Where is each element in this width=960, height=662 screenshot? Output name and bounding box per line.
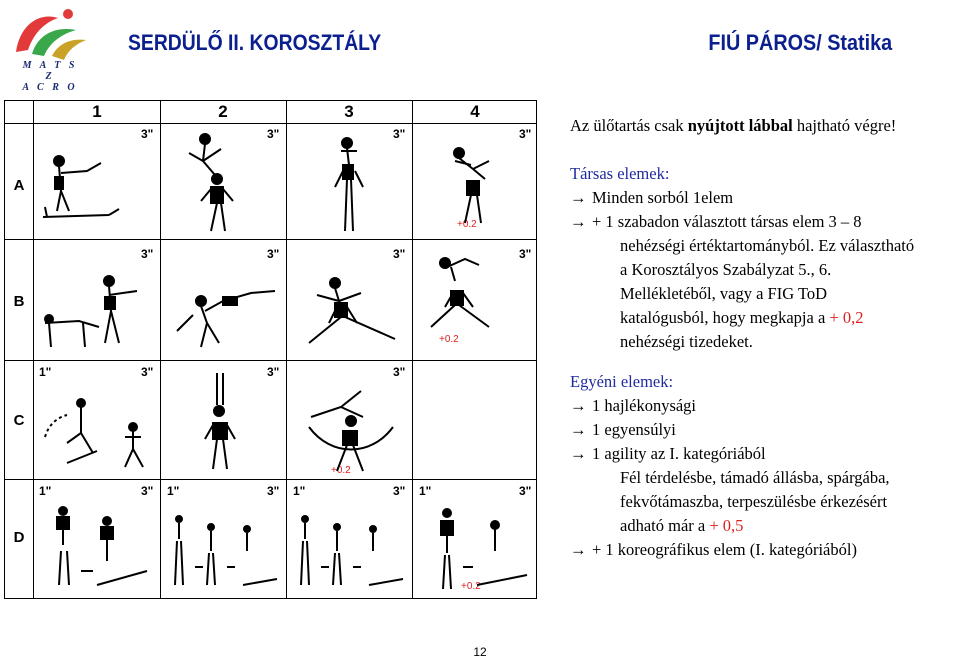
figure-d1 — [37, 501, 157, 593]
individual-item: → + 1 koreográfikus elem (I. kategóriából) — [570, 538, 857, 562]
individual-text: Fél térdelésbe, támadó állásba, spárgába, — [620, 468, 890, 487]
time-label: 1" — [39, 365, 52, 379]
individual-item: → 1 egyensúlyi — [570, 418, 676, 442]
table-divider — [5, 479, 536, 480]
arrow-icon: → — [570, 540, 587, 559]
bonus-label: +0.2 — [457, 219, 477, 230]
table-divider — [286, 101, 287, 598]
column-header: 4 — [470, 102, 480, 121]
figure-b1 — [39, 271, 149, 355]
time-label: 3" — [267, 247, 280, 261]
table-divider — [5, 123, 536, 124]
figure-d3 — [291, 511, 409, 591]
row-label: B — [13, 293, 25, 310]
age-category-title: SERDÜLŐ II. KOROSZTÁLY — [128, 30, 382, 55]
bonus-label: +0.2 — [439, 334, 459, 345]
time-label: 3" — [141, 365, 154, 379]
table-divider — [5, 239, 536, 240]
figure-a2 — [165, 131, 275, 235]
table-divider — [160, 101, 161, 598]
row-label: D — [13, 529, 25, 546]
figure-a1 — [39, 151, 149, 235]
figure-c1 — [37, 383, 157, 473]
event-title: FIÚ PÁROS/ Statika — [708, 30, 892, 55]
row-label: C — [13, 412, 25, 429]
figure-d4 — [417, 505, 535, 593]
individual-item: → 1 hajlékonysági — [570, 394, 696, 418]
time-label: 3" — [393, 127, 406, 141]
time-label: 3" — [393, 247, 406, 261]
time-label: 3" — [267, 127, 280, 141]
figure-b2 — [167, 271, 279, 355]
individual-text: fekvőtámaszba, terpeszülésbe érkezésért — [620, 492, 888, 511]
figure-b4 — [425, 251, 529, 335]
partner-item: → + 1 szabadon választott társas elem 3 – 8 — [570, 210, 862, 234]
time-label: 3" — [141, 484, 154, 498]
figure-c2 — [195, 369, 245, 475]
table-divider — [5, 360, 536, 361]
note-line: Az ülőtartás csak nyújtott lábbal hajtható végre! — [570, 116, 897, 135]
table-divider — [33, 101, 34, 598]
time-label: 1" — [293, 484, 306, 498]
arrow-icon: → — [570, 396, 587, 415]
row-label: A — [13, 177, 25, 194]
column-header: 3 — [344, 102, 354, 121]
elements-table — [4, 100, 537, 599]
time-label: 1" — [419, 484, 432, 498]
logo-text: M A T S Z A C R O — [22, 60, 78, 93]
figure-c3 — [301, 387, 407, 475]
page-number: 12 — [473, 645, 487, 659]
arrow-icon: → — [570, 188, 587, 207]
figure-b3 — [299, 267, 407, 357]
time-label: 1" — [167, 484, 180, 498]
time-label: 3" — [141, 247, 154, 261]
time-label: 1" — [39, 484, 52, 498]
time-label: 3" — [393, 365, 406, 379]
partner-item: → Minden sorból 1elem — [570, 186, 733, 210]
column-header: 1 — [92, 102, 102, 121]
individual-elements-heading: Egyéni elemek: — [570, 372, 674, 391]
figure-d2 — [165, 511, 283, 591]
table-divider — [412, 101, 413, 598]
bonus-label: +0.2 — [331, 465, 351, 476]
partner-text: a Korosztályos Szabályzat 5., 6. — [620, 260, 832, 279]
time-label: 3" — [141, 127, 154, 141]
partner-text: nehézségi tizedeket. — [620, 332, 753, 351]
bonus-label: +0.2 — [461, 581, 481, 592]
partner-text: Mellékletéből, vagy a FIG ToD — [620, 284, 828, 303]
partner-elements-heading: Társas elemek: — [570, 164, 670, 183]
arrow-icon: → — [570, 444, 587, 463]
time-label: 3" — [519, 484, 532, 498]
column-header: 2 — [218, 102, 228, 121]
time-label: 3" — [519, 247, 532, 261]
arrow-icon: → — [570, 420, 587, 439]
time-label: 3" — [519, 127, 532, 141]
arrow-icon: → — [570, 212, 587, 231]
figure-a3 — [301, 131, 401, 235]
partner-text: nehézségi értéktartományból. Ez választható — [620, 236, 915, 255]
time-label: 3" — [393, 484, 406, 498]
individual-text: adható már a + 0,5 — [620, 516, 744, 535]
time-label: 3" — [267, 484, 280, 498]
figure-a4 — [425, 141, 525, 225]
partner-text: katalógusból, hogy megkapja a + 0,2 — [620, 308, 864, 327]
time-label: 3" — [267, 365, 280, 379]
individual-item: → 1 agility az I. kategóriából — [570, 442, 766, 466]
